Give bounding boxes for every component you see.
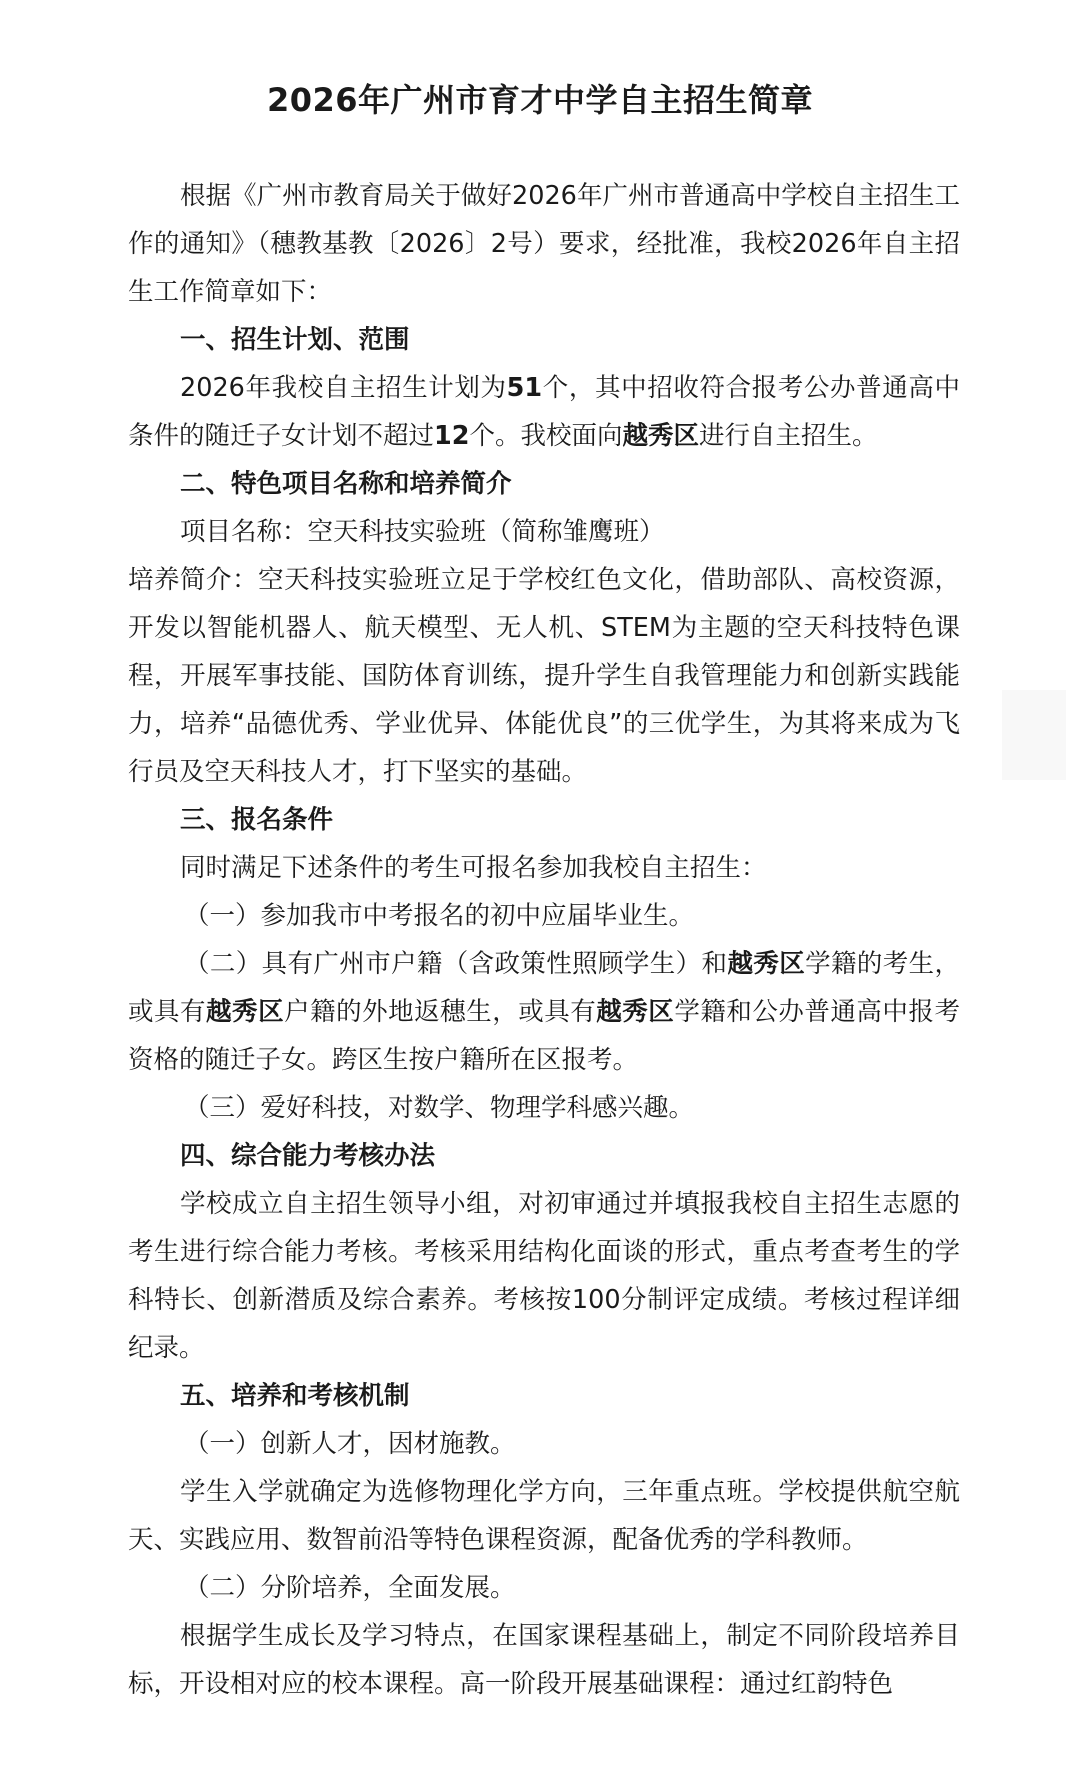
section-5-paragraph-1: 学生入学就确定为选修物理化学方向，三年重点班。学校提供航空航天、实践应用、数智前沿等特色课程资源，配备优秀的学科教师。	[128, 1477, 960, 1555]
district-highlight: 越秀区	[727, 949, 806, 979]
project-name: 项目名称：空天科技实验班（简称雏鹰班）	[180, 517, 665, 547]
scan-artifact	[1002, 690, 1066, 780]
section-5-paragraph-2: 根据学生成长及学习特点，在国家课程基础上，制定不同阶段培养目标，开设相对应的校本课程。高一阶段开展基础课程：通过红韵特色	[128, 1621, 960, 1699]
district-highlight: 越秀区	[596, 997, 675, 1027]
text-run: 2026年我校自主招生计划为	[180, 373, 507, 403]
condition-3: （三）爱好科技，对数学、物理学科感兴趣。	[184, 1093, 695, 1123]
section-1-paragraph	[128, 364, 960, 460]
section-5-sub-1: （一）创新人才，因材施教。	[184, 1429, 516, 1459]
quota-total: 51	[506, 373, 543, 403]
text-run: 个。我校面向	[469, 421, 623, 451]
text-run: 学籍的考生，或具有	[128, 949, 960, 1027]
project-intro: 培养简介：空天科技实验班立足于学校红色文化，借助部队、高校资源，开发以智能机器人、航天模型、无人机、STEM为主题的空天科技特色课程，开展军事技能、国防体育训练，提升学生自我管理能力和创新实践能力，培养“品德优秀、学业优异、体能优良”的三优学生，为其将来成为飞行员及空天科技人才，打下坚实的基础。	[128, 565, 960, 787]
text-run: （二）具有广州市户籍（含政策性照顾学生）和	[184, 949, 728, 979]
intro-paragraph: 根据《广州市教育局关于做好2026年广州市普通高中学校自主招生工作的通知》（穗教基教〔2026〕2号）要求，经批准，我校2026年自主招生工作简章如下：	[128, 181, 960, 307]
condition-1: （一）参加我市中考报名的初中应届毕业生。	[184, 901, 695, 931]
text-run: 户籍的外地返穗生，或具有	[284, 997, 597, 1027]
condition-2	[128, 940, 960, 1084]
document-body	[128, 172, 960, 1708]
section-1-heading: 一、招生计划、范围	[180, 325, 410, 355]
quota-migrant: 12	[434, 421, 470, 451]
section-4-heading: 四、综合能力考核办法	[180, 1141, 436, 1171]
section-2-heading: 二、特色项目名称和培养简介	[180, 469, 512, 499]
conditions-lead: 同时满足下述条件的考生可报名参加我校自主招生：	[180, 853, 767, 883]
document-title: 2026年广州市育才中学自主招生简章	[266, 81, 814, 119]
text-run: 个，其中招收符合报考公办普通高中条件的随迁子女计划不超过	[128, 373, 960, 451]
section-5-heading: 五、培养和考核机制	[180, 1381, 410, 1411]
district-highlight: 越秀区	[622, 421, 700, 451]
text-run: 进行自主招生。	[699, 421, 878, 451]
district-highlight: 越秀区	[206, 997, 285, 1027]
section-5-sub-2: （二）分阶培养，全面发展。	[184, 1573, 516, 1603]
section-3-heading: 三、报名条件	[180, 805, 334, 835]
section-4-paragraph: 学校成立自主招生领导小组，对初审通过并填报我校自主招生志愿的考生进行综合能力考核。考核采用结构化面谈的形式，重点考查考生的学科特长、创新潜质及综合素养。考核按100分制评定成绩。考核过程详细纪录。	[128, 1189, 960, 1363]
text-run: 学籍和公办普通高中报考资格的随迁子女。跨区生按户籍所在区报考。	[128, 997, 960, 1075]
